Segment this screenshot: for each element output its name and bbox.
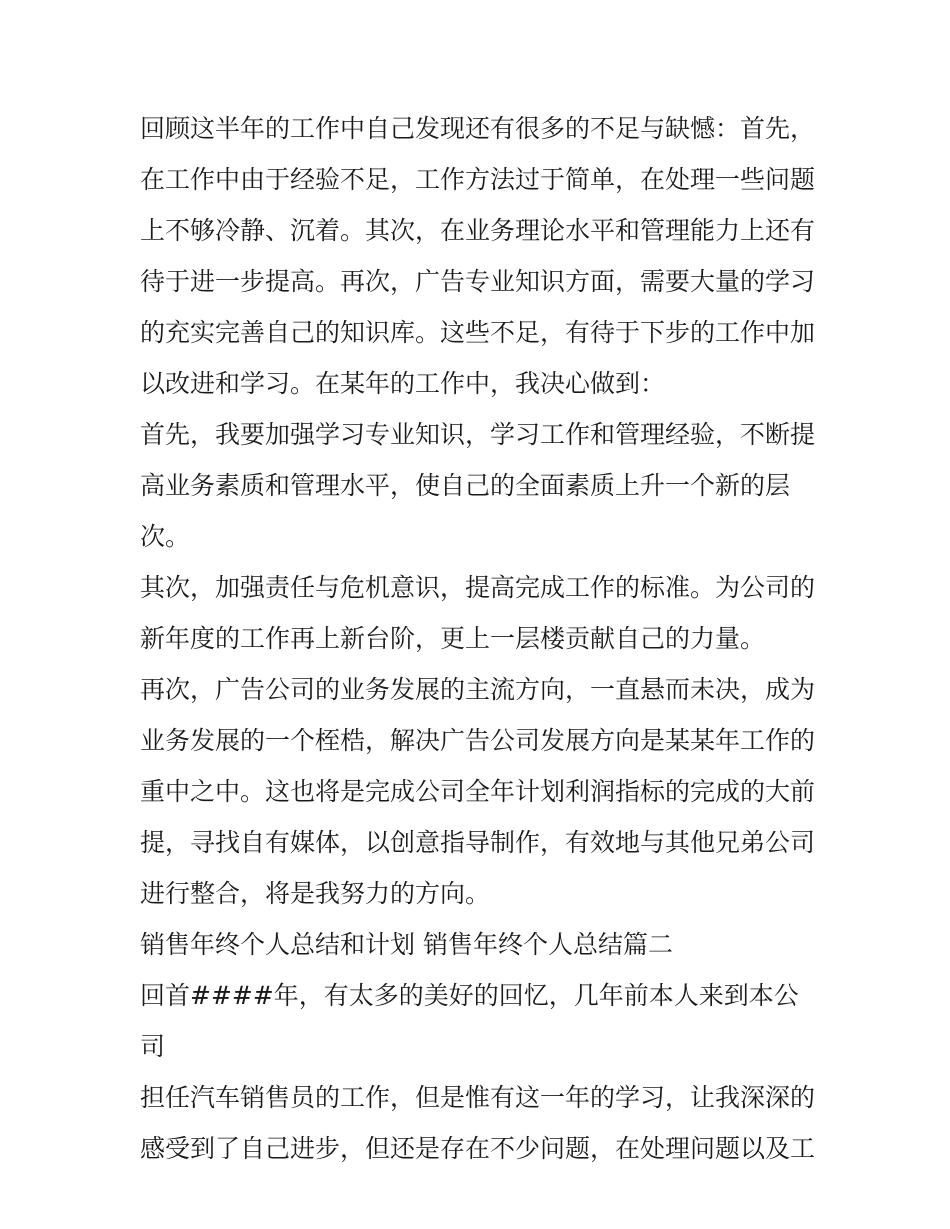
document-body [140, 103, 820, 1174]
paragraph-retrospective [140, 970, 820, 1174]
text-line: 提，寻找自有媒体，以创意指导制作，有效地与其他兄弟公司 [140, 828, 816, 857]
section-heading: 销售年终个人总结和计划 销售年终个人总结篇二 [140, 930, 673, 959]
text-line: 待于进一步提高。再次，广告专业知识方面，需要大量的学习 [140, 267, 816, 296]
text-line: 回首####年，有太多的美好的回忆，几年前本人来到本公司 [140, 981, 799, 1061]
text-line: 高业务素质和管理水平，使自己的全面素质上升一个新的层 [140, 471, 791, 500]
text-line: 新年度的工作再上新台阶，更上一层楼贡献自己的力量。 [140, 624, 766, 653]
text-line: 以改进和学习。在某年的工作中，我决心做到： [140, 369, 666, 398]
paragraph-first-resolution [140, 409, 820, 562]
text-line: 的充实完善自己的知识库。这些不足，有待于下步的工作中加 [140, 318, 816, 347]
text-line: 再次，广告公司的业务发展的主流方向，一直悬而未决，成为 [140, 675, 816, 704]
text-line: 进行整合，将是我努力的方向。 [140, 879, 491, 908]
text-line: 担任汽车销售员的工作，但是惟有这一年的学习，让我深深的 [140, 1083, 816, 1112]
text-line: 感受到了自己进步，但还是存在不少问题，在处理问题以及工 [140, 1134, 816, 1163]
text-line: 业务发展的一个桎梏，解决广告公司发展方向是某某年工作的 [140, 726, 816, 755]
text-line: 次。 [140, 522, 191, 551]
text-line: 在工作中由于经验不足，工作方法过于简单，在处理一些问题 [140, 165, 816, 194]
text-line: 首先，我要加强学习专业知识，学习工作和管理经验，不断提 [140, 420, 816, 449]
paragraph-third-resolution [140, 664, 820, 919]
paragraph-second-resolution [140, 562, 820, 664]
text-line: 上不够冷静、沉着。其次，在业务理论水平和管理能力上还有 [140, 216, 816, 245]
text-line: 重中之中。这也将是完成公司全年计划利润指标的完成的大前 [140, 777, 816, 806]
text-line: 回顾这半年的工作中自己发现还有很多的不足与缺憾：首先， [140, 114, 816, 143]
text-line: 其次，加强责任与危机意识，提高完成工作的标准。为公司的 [140, 573, 816, 602]
paragraph-shortcomings [140, 103, 820, 409]
